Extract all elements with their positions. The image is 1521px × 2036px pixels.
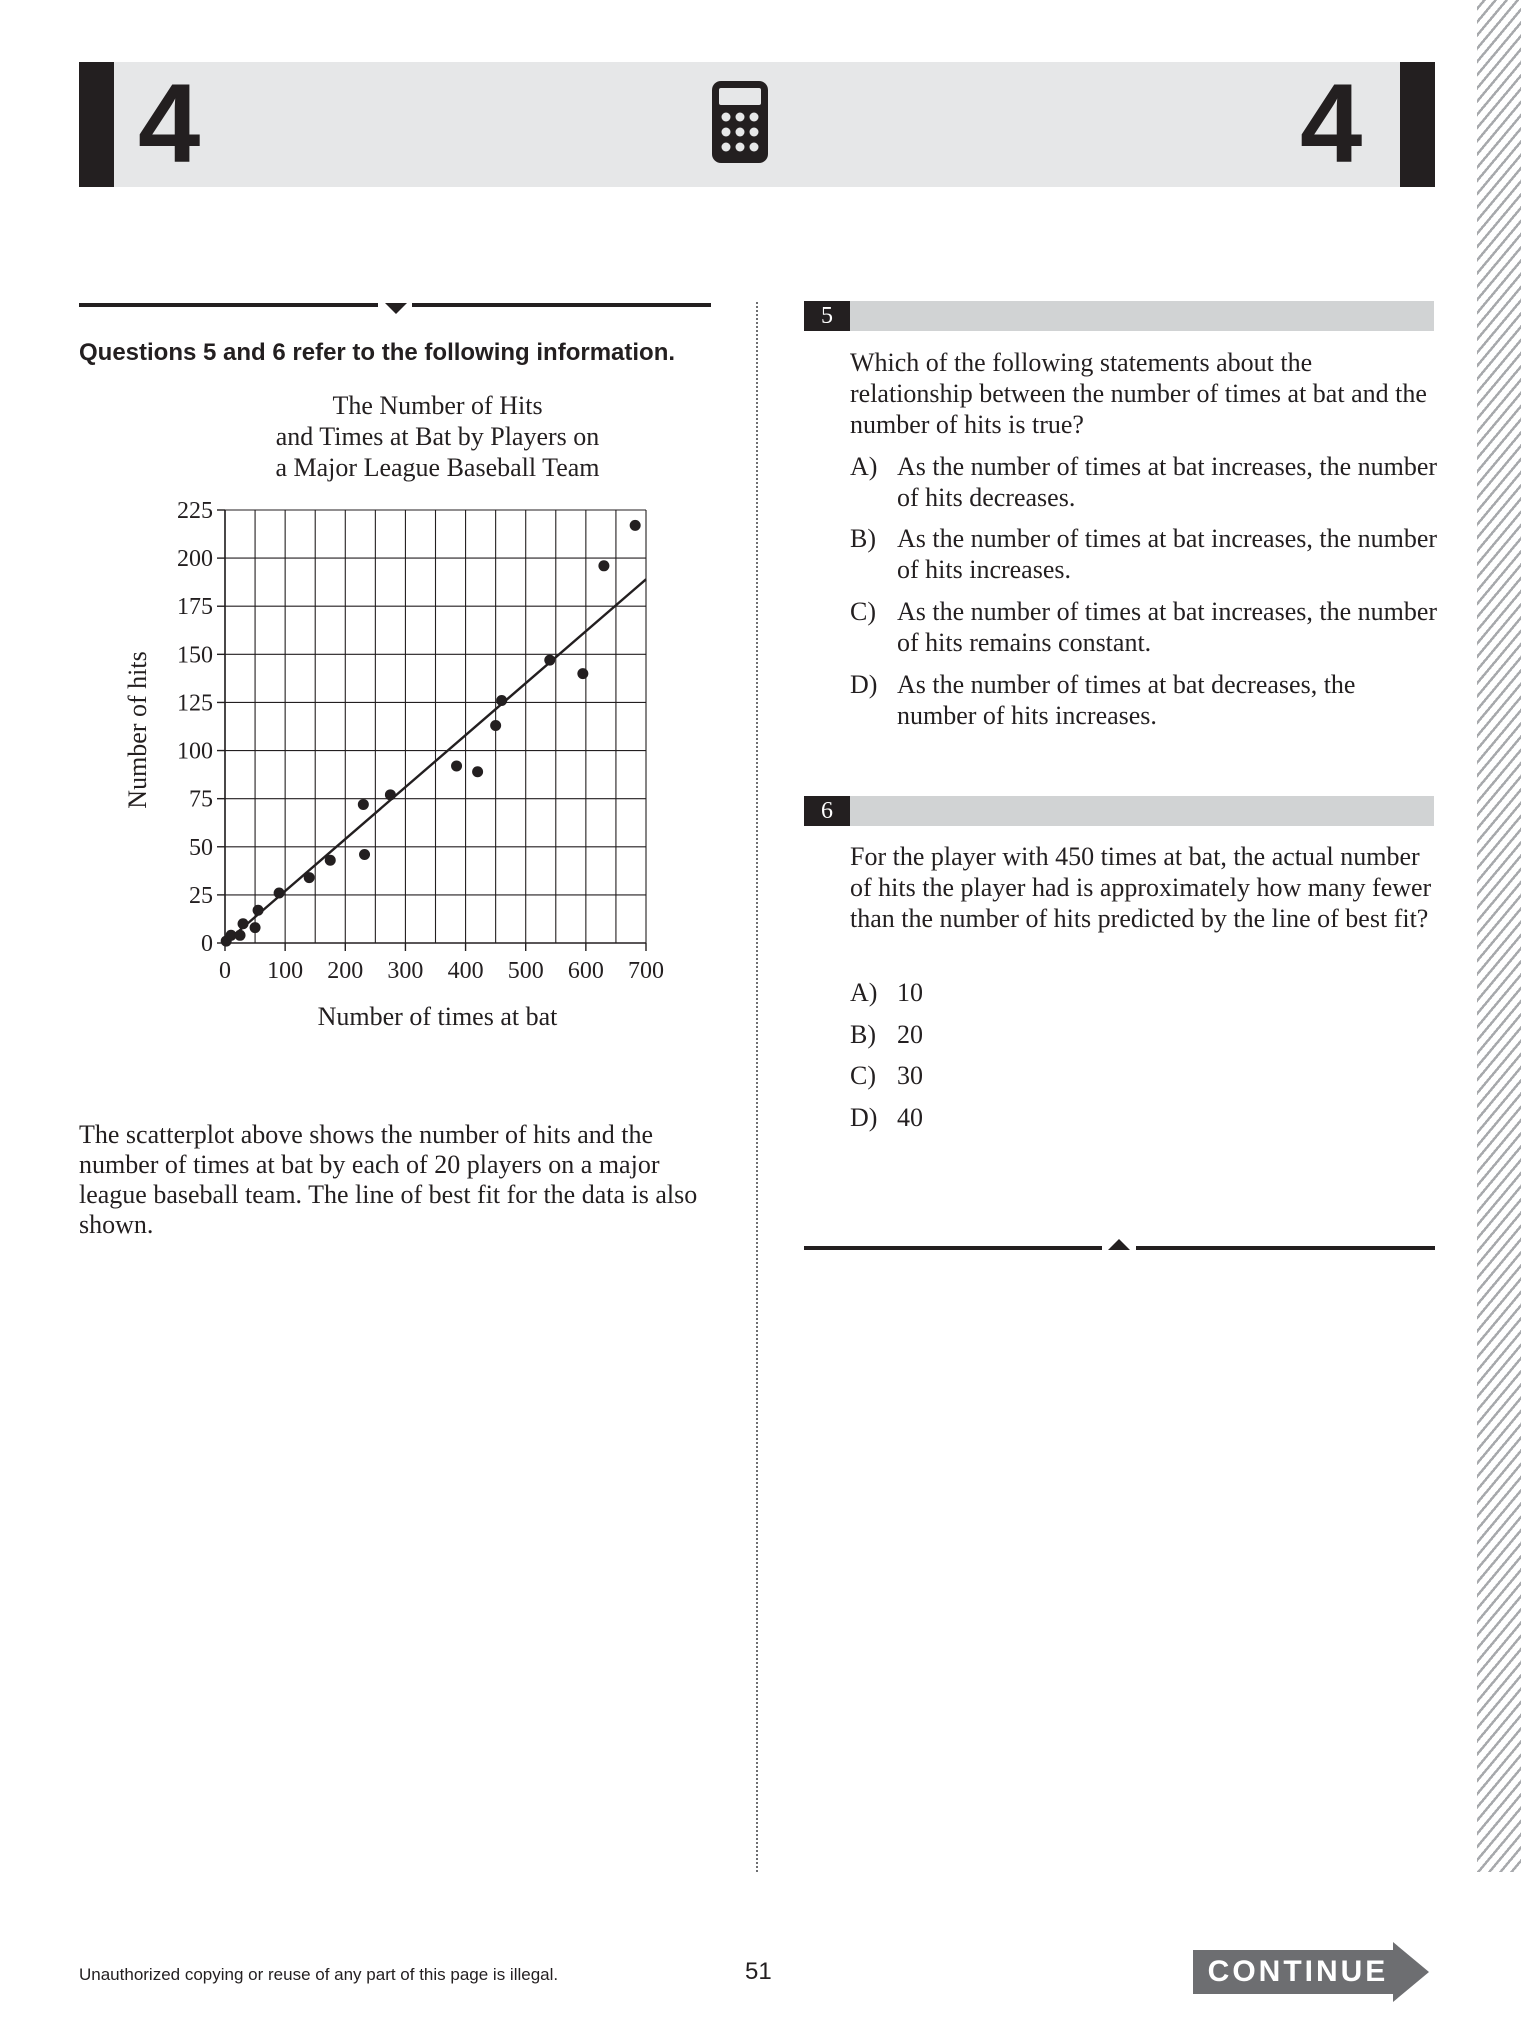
y-tick-label: 0	[201, 931, 213, 957]
question-5-number: 5	[804, 301, 850, 331]
data-point	[630, 520, 641, 531]
chart-title-line-2: and Times at Bat by Players on	[275, 422, 600, 451]
choice-letter: A)	[850, 452, 878, 481]
page-number: 51	[745, 1958, 772, 1985]
x-tick-label: 100	[267, 958, 304, 984]
top-left-divider-b	[412, 303, 711, 307]
data-point	[451, 760, 462, 771]
y-axis-label: Number of hits	[123, 651, 152, 809]
copyright-notice: Unauthorized copying or reuse of any part of this page is illegal.	[79, 1965, 559, 1984]
choice-letter: B)	[850, 524, 876, 553]
data-point	[544, 655, 555, 666]
choice-text: As the number of times at bat increases, the number of hits decreases.	[897, 452, 1438, 512]
y-tick-label: 225	[177, 498, 213, 524]
question-5-text: Which of the following statements about the relationship between the number of times at bat and the number of hits is true?	[850, 348, 1427, 439]
questions-intro: Questions 5 and 6 refer to the following information.	[79, 339, 676, 366]
section-number-right: 4	[1300, 61, 1363, 186]
choice-text: 20	[897, 1020, 923, 1049]
question-6-choice-c[interactable]	[850, 1060, 1440, 1091]
question-6-bar	[804, 796, 1434, 826]
question-5-choice-c[interactable]	[850, 596, 1440, 658]
data-point	[250, 922, 261, 933]
scatterplot	[100, 490, 700, 1000]
question-5-bar	[804, 301, 1434, 331]
data-point	[304, 872, 315, 883]
question-6-choice-d[interactable]	[850, 1102, 1440, 1133]
y-tick-label: 125	[177, 690, 213, 717]
choice-text: 40	[897, 1103, 923, 1132]
data-point	[238, 918, 249, 929]
x-tick-label: 200	[327, 958, 364, 984]
x-tick-label: 0	[219, 958, 231, 984]
choice-letter: D)	[850, 1103, 878, 1132]
data-point	[253, 905, 264, 916]
choice-letter: C)	[850, 597, 876, 626]
choice-text: 10	[897, 978, 923, 1007]
chart-title	[200, 390, 675, 483]
data-point	[274, 887, 285, 898]
divider-up-arrow	[1108, 1239, 1130, 1250]
x-axis-label: Number of times at bat	[317, 1002, 558, 1031]
choice-text: 30	[897, 1061, 923, 1090]
data-point	[385, 789, 396, 800]
section-number-left: 4	[138, 61, 201, 186]
data-point	[359, 849, 370, 860]
continue-label[interactable]: CONTINUE	[1207, 1955, 1389, 1988]
data-point	[358, 799, 369, 810]
x-tick-label: 400	[447, 958, 484, 984]
question-5-choice-d[interactable]	[850, 669, 1440, 731]
question-5-choice-b[interactable]	[850, 523, 1440, 585]
question-6-choice-a[interactable]	[850, 977, 1440, 1008]
question-6-text: For the player with 450 times at bat, the actual number of hits the player had is approximately how many fewer than the number of hits predicted by the line of best fit?	[850, 842, 1432, 933]
y-tick-label: 100	[177, 738, 213, 765]
header-bar-right	[1400, 62, 1435, 187]
question-6-choice-b[interactable]	[850, 1019, 1440, 1050]
x-tick-label: 700	[628, 958, 664, 984]
hatched-margin	[1477, 0, 1521, 1872]
data-point	[490, 720, 501, 731]
end-divider-b	[1136, 1246, 1435, 1250]
x-tick-label: 300	[387, 958, 424, 984]
chart-title-line-1: The Number of Hits	[332, 391, 543, 420]
x-tick-label: 600	[567, 958, 604, 984]
choice-letter: B)	[850, 1020, 876, 1049]
question-6-number: 6	[804, 796, 850, 826]
calculator-icon	[710, 79, 770, 165]
y-tick-label: 50	[189, 834, 213, 861]
x-tick-label: 500	[507, 958, 544, 984]
choice-letter: D)	[850, 670, 878, 699]
top-left-divider-a	[79, 303, 378, 307]
y-tick-label: 175	[177, 594, 213, 621]
y-tick-label: 150	[177, 642, 213, 669]
chart-title-line-3: a Major League Baseball Team	[275, 453, 600, 482]
passage-text: The scatterplot above shows the number of hits and the number of times at bat by each of 20 players on a major league baseball team. The line of best fit for the data is also shown.	[79, 1120, 698, 1239]
data-point	[325, 855, 336, 866]
data-point	[472, 766, 483, 777]
y-tick-label: 75	[189, 786, 213, 813]
data-point	[577, 668, 588, 679]
choice-text: As the number of times at bat increases, the number of hits remains constant.	[897, 597, 1438, 657]
end-divider-a	[804, 1246, 1102, 1250]
data-point	[235, 930, 246, 941]
header-bar-left	[79, 62, 114, 187]
y-tick-label: 25	[189, 882, 213, 909]
choice-letter: C)	[850, 1061, 876, 1090]
choice-text: As the number of times at bat increases, the number of hits increases.	[897, 524, 1438, 584]
data-point	[598, 560, 609, 571]
divider-down-arrow	[385, 303, 407, 314]
column-divider	[756, 302, 758, 1872]
choice-text: As the number of times at bat decreases, the number of hits increases.	[897, 670, 1356, 730]
y-tick-label: 200	[177, 546, 213, 573]
data-point	[496, 695, 507, 706]
choice-letter: A)	[850, 978, 878, 1007]
question-5-choice-a[interactable]	[850, 451, 1440, 513]
